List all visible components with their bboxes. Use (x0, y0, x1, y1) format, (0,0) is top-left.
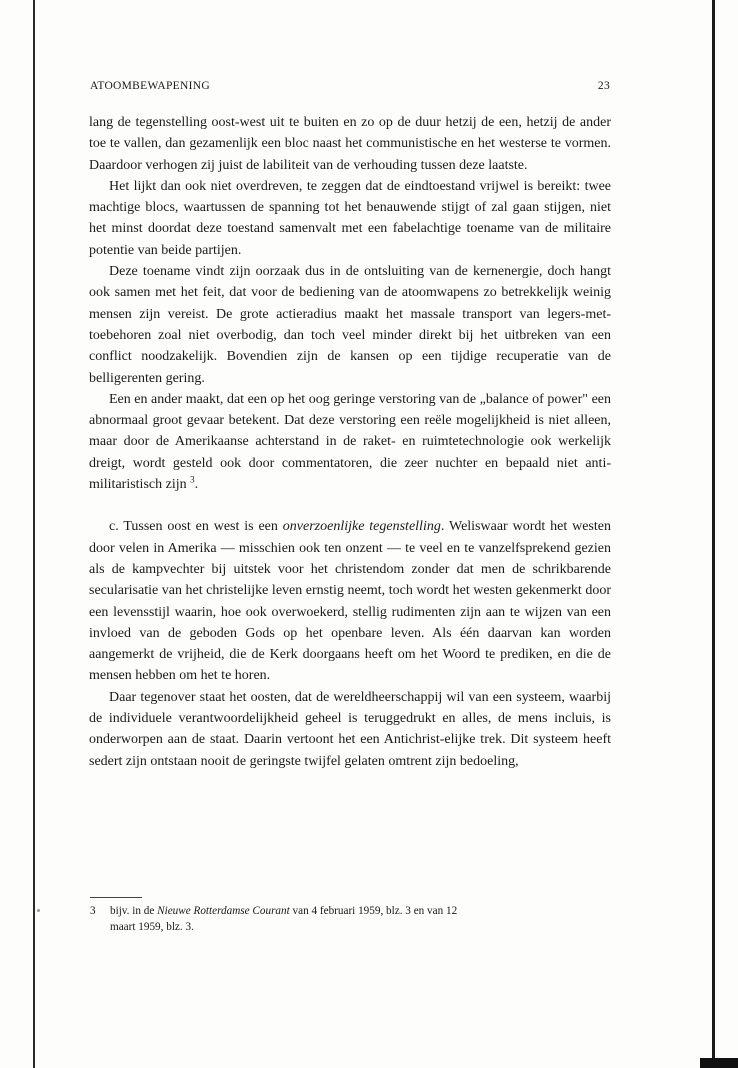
page-number: 23 (597, 80, 610, 92)
scan-speck (37, 909, 40, 912)
paragraph-5-lead: c. Tussen oost en west is een (109, 519, 283, 535)
paragraph-4-end: . (194, 477, 199, 493)
footnote-line-2: maart 1959, blz. 3. (110, 920, 194, 933)
paragraph-5 (89, 516, 611, 686)
footnote-line-1 (90, 904, 611, 920)
body-text (89, 112, 611, 772)
paragraph-5-emphasis: onverzoenlijke tegenstelling (282, 519, 441, 535)
paragraph-4 (89, 389, 611, 495)
footnote-rest: van 4 februari 1959, blz. 3 en van 12 (289, 905, 458, 917)
footnote-number: 3 (90, 905, 96, 917)
footnote (90, 904, 611, 935)
scan-edge-bottom (700, 1058, 738, 1068)
footnote-lead: bijv. in de (110, 905, 158, 917)
paragraph-5-rest: . Weliswaar wordt het westen door velen in Amerika — misschien ook ten onzent — te veel en te vanzelfsprekend gezien als de kampvechter bij uitstek voor het christendom zonder dat men de schrikbarende secularisatie van het christelijke leven ernstig neemt, toch wordt het westen gekenmerkt door een levensstijl waarin, hoe ook overwoekerd, stellig rudimenten zijn aan te wijzen van een invloed van de geboden Gods op het openbare leven. Als één daarvan kan worden aangemerkt de vrijheid, die de Kerk doorgaans heeft om het Woord te prediken, en die de mensen hebben om het te horen. (89, 519, 611, 684)
scan-edge-left (33, 0, 35, 1068)
scan-edge-right (712, 0, 715, 1068)
footnote-source: Nieuwe Rotterdamse Courant (157, 905, 290, 917)
running-header (90, 80, 610, 98)
footnote-divider (90, 897, 142, 898)
paragraph-4-text: Een en ander maakt, dat een op het oog geringe verstoring van de „balance of power" een abnormaal groot gevaar betekent. Dat deze verstoring een reële mogelijkheid is niet alleen, maar door de Amerikaanse achterstand in de raket- en ruimtetechnologie ook werkelijk dreigt, wordt gesteld ook door commentatoren, die zeer nuchter en bepaald niet anti-militaristisch zijn (89, 391, 611, 493)
paragraph-2: Het lijkt dan ook niet overdreven, te zeggen dat de eindtoestand vrijwel is bereikt: twee machtige blocs, waartussen de spanning tot het benauwende stijgt of zal gaan stijgen, niet het minst doordat deze toestand samenvalt met een fabelachtige toename van de militaire potentie van beide partijen. (89, 178, 611, 258)
paragraph-3: Deze toename vindt zijn oorzaak dus in de ontsluiting van de kernenergie, doch hangt ook samen met het feit, dat voor de bediening van de atoomwapens zo betrekkelijk weinig mensen zijn vereist. De grote actieradius maakt het massale transport van legers-met-toebehoren zoal niet overbodig, dan toch veel minder direkt bij het uitbreken van een conflict noodzakelijk. Bovendien zijn de kansen op een tijdige recuperatie van de belligerenten gering. (89, 264, 611, 386)
running-title: ATOOMBEWAPENING (90, 80, 210, 92)
paragraph-1: lang de tegenstelling oost-west uit te buiten en zo op de duur hetzij de een, hetzij de ander toe te vallen, dan gezamenlijk een bloc naast het communistische en het westerse te vormen. Daardoor verhogen zij juist de labiliteit van de verhouding tussen deze laatste. (89, 115, 611, 173)
paragraph-6: Daar tegenover staat het oosten, dat de wereldheerschappij wil van een systeem, waarbij de individuele verantwoordelijkheid geheel is teruggedrukt en alles, de mens incluis, is onderworpen aan de staat. Daarin vertoont het een Antichrist-elijke trek. Dit systeem heeft sedert zijn ontstaan nooit de geringste twijfel gelaten omtrent zijn bedoeling, (89, 689, 611, 769)
footnote-reference[interactable]: 3 (190, 474, 195, 485)
